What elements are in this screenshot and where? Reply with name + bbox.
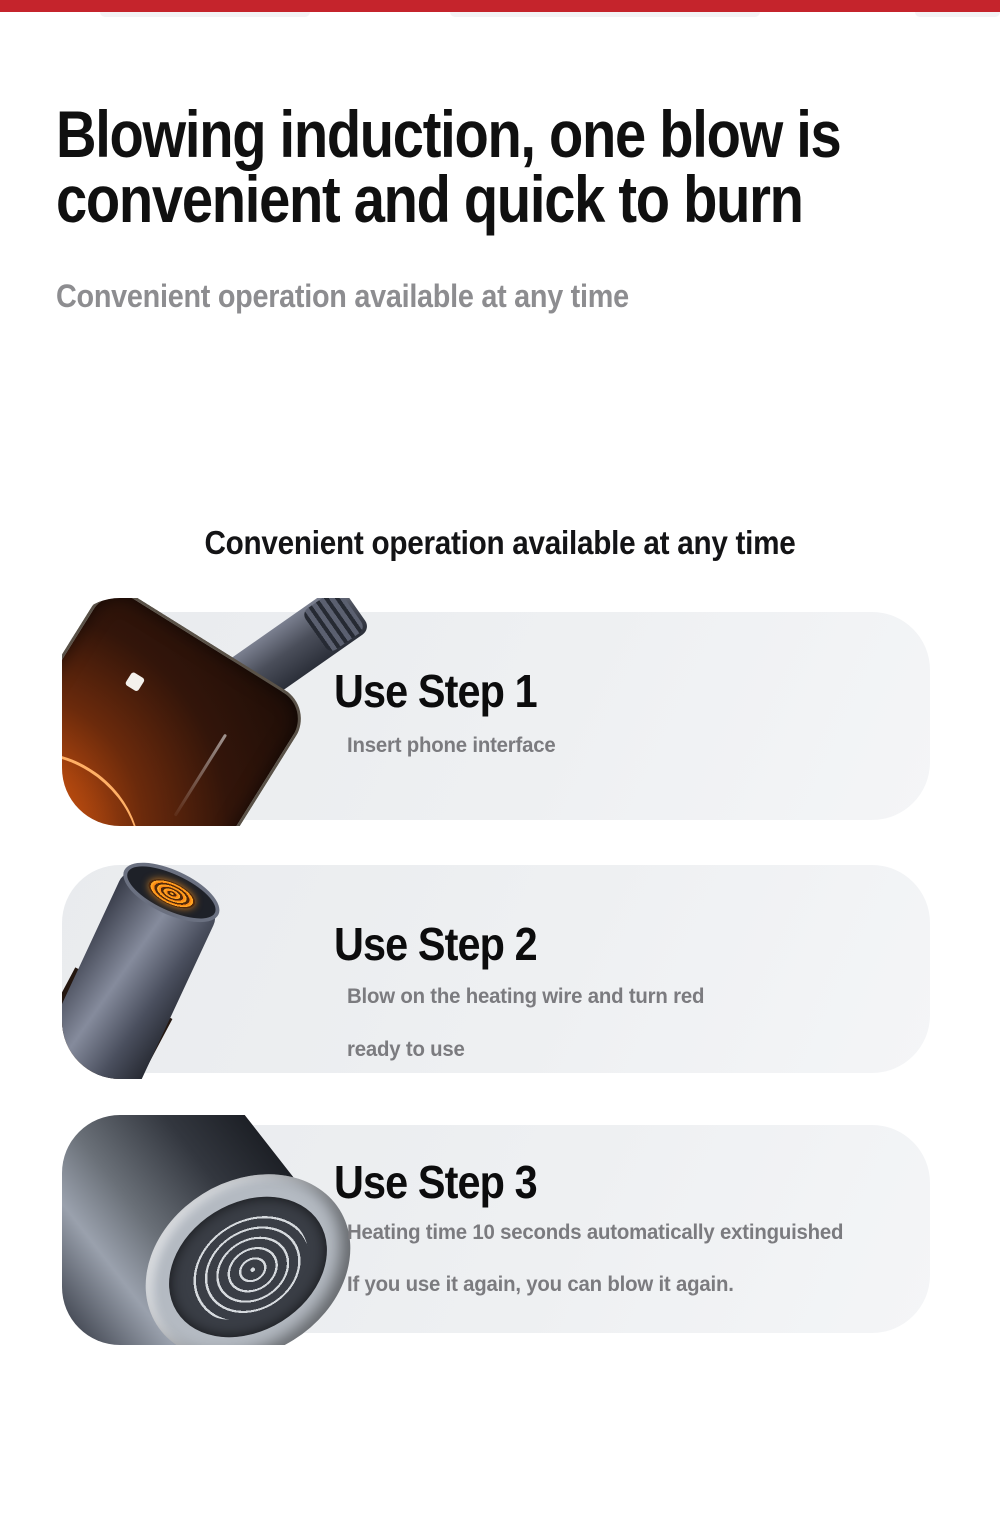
step-2-description-line1: Blow on the heating wire and turn red [347, 985, 705, 1008]
page-title-line1: Blowing induction, one blow is [56, 97, 841, 171]
step-2-card [62, 865, 930, 1073]
step-3-card [62, 1125, 930, 1333]
lighter-cylinder-shape [62, 865, 221, 1079]
phone-screen-highlight [174, 734, 227, 817]
step-3-description-line1: Heating time 10 seconds automatically extinguished [347, 1221, 844, 1244]
page-subtitle: Convenient operation available at any time [56, 278, 629, 314]
top-remnant-shape [450, 12, 760, 17]
lighter-ribs-shape [301, 598, 366, 654]
page-title-line2: convenient and quick to burn [56, 162, 803, 236]
step-3-title: Use Step 3 [334, 1156, 537, 1208]
step-1-card [62, 612, 930, 820]
top-accent-bar [0, 0, 1000, 12]
phone-screen-icon [125, 671, 146, 692]
step-1-description: Insert phone interface [347, 734, 556, 757]
top-remnant-shape [100, 12, 310, 17]
phone-wallpaper-glow [62, 715, 175, 826]
step-2-title: Use Step 2 [334, 918, 537, 970]
section-heading: Convenient operation available at any time [204, 524, 796, 561]
page-title [56, 97, 841, 236]
step-1-title: Use Step 1 [334, 665, 537, 717]
tilted-lighter-glowing-coil-photo [62, 857, 312, 1079]
step-3-description-line2: If you use it again, you can blow it again. [347, 1273, 734, 1296]
step-2-description-line2: ready to use [347, 1038, 465, 1061]
lighter-top-face [115, 857, 228, 934]
top-remnant-shape [915, 12, 1000, 17]
spiral-coil-shape [168, 1192, 327, 1341]
glowing-coil-shape [145, 873, 200, 914]
